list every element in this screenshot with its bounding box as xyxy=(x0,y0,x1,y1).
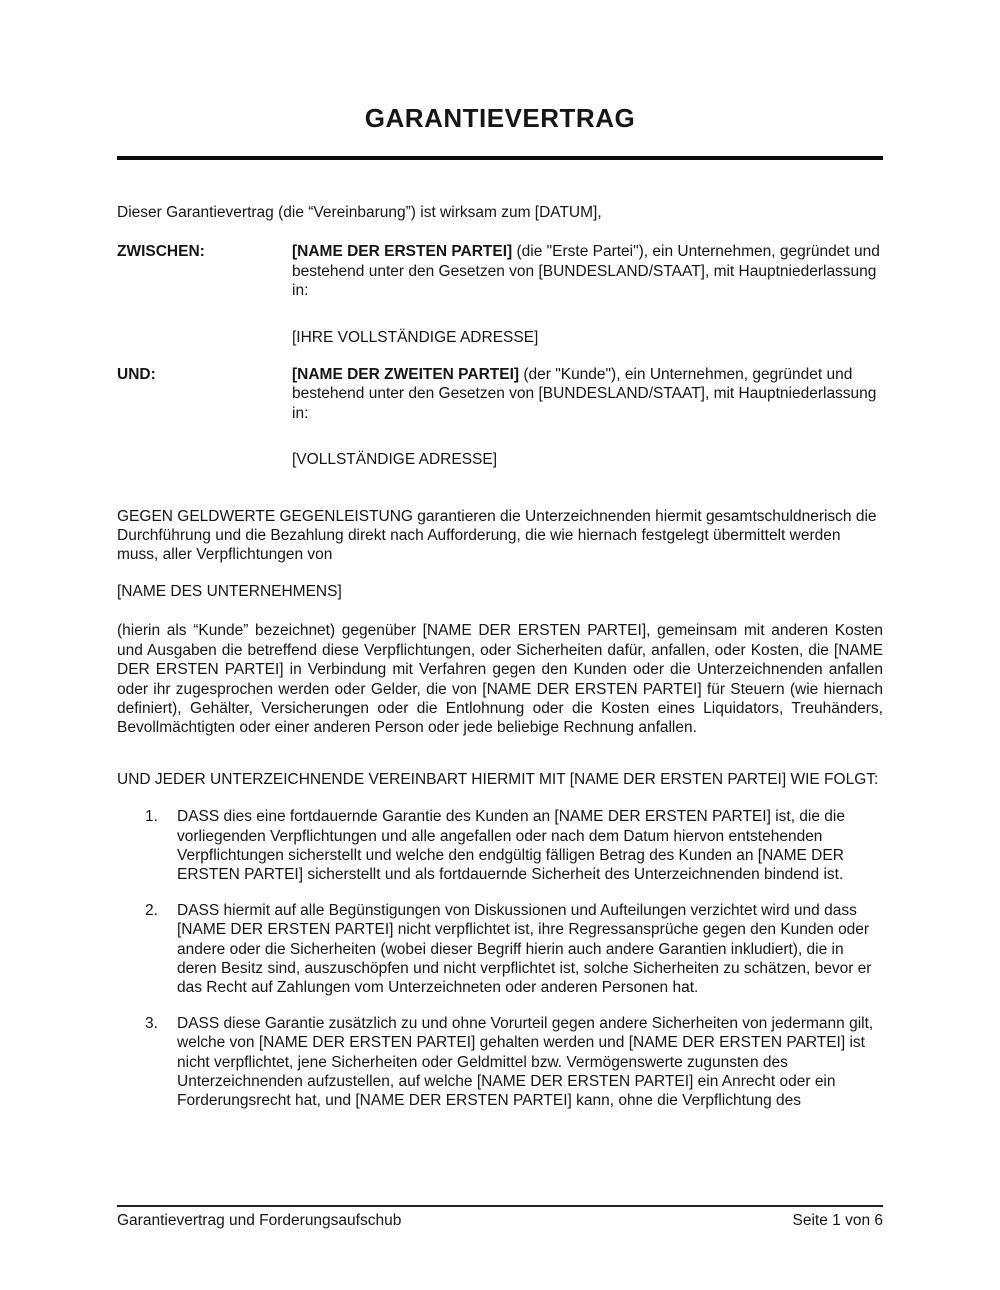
party-description-text-second: (der "Kunde"), ein Unternehmen, gegründet und bestehend unter den Gesetzen von [BUNDESLAND/STAAT], mit Hauptniederlassung in: xyxy=(292,366,877,422)
customer-clause-paragraph: (hierin als “Kunde” bezeichnet) gegenüber [NAME DER ERSTEN PARTEI], gemeinsam mit anderen Kosten und Ausgaben die betreffend diese Verpflichtungen, oder Sicherheiten dafür, anfallen, oder Kosten, die [NAME DER ERSTEN PARTEI] in Verbindung mit Verfahren gegen den Kunden oder die Unterzeichnenden anfallen oder ihr zugesprochen werden oder Gelder, die von [NAME DER ERSTEN PARTEI] für Steuern (wie hiernach definiert), Gehälter, Versicherungen oder die Entlohnung oder die Kosten eines Liquidators, Treuhänders, Bevollmächtigten oder einer anderen Person oder jede beliebige Rechnung anfallen. xyxy=(117,622,883,737)
party-content-second xyxy=(292,365,883,470)
clause-text-1: DASS dies eine fortdauernde Garantie des Kunden an [NAME DER ERSTEN PARTEI] ist, die die vorliegenden Verpflichtungen und alle angefallen oder nach dem Datum hiervon entstehenden Verpflichtungen sicherstellt und welche den endgültig fälligen Betrag des Kunden an [NAME DER ERSTEN PARTEI] sicherstellt und als fortdauernde Sicherheit des Unterzeichnenden bindend ist. xyxy=(177,808,845,884)
party-name-second: [NAME DER ZWEITEN PARTEI] xyxy=(292,366,520,384)
party-label-und: UND: xyxy=(117,366,156,384)
footer-page-number: Seite 1 von 6 xyxy=(792,1212,883,1229)
clause-text-3: DASS diese Garantie zusätzlich zu und ohne Vorurteil gegen andere Sicherheiten von jedermann gilt, welche von [NAME DER ERSTEN PARTEI] gehalten werden und [NAME DER ERSTEN PARTEI] ist nicht verpflichtet, jene Sicherheiten oder Geldmittel bzw. Vermögenswerte zugunsten des Unterzeichnenden aufzustellen, auf welche [NAME DER ERSTEN PARTEI] ein Anrecht oder ein Forderungsrecht hat, und [NAME DER ERSTEN PARTEI] kann, ohne die Verpflichtung des xyxy=(177,1014,874,1110)
clause-number-1: 1. xyxy=(145,808,158,826)
party-label-zwischen: ZWISCHEN: xyxy=(117,243,205,261)
party-address-first: [IHRE VOLLSTÄNDIGE ADRESSE] xyxy=(292,328,539,346)
title-rule xyxy=(117,156,883,160)
party-address-second: [VOLLSTÄNDIGE ADRESSE] xyxy=(292,451,498,469)
clause-number-2: 2. xyxy=(145,901,158,919)
parties-section xyxy=(117,242,883,469)
party-description-second xyxy=(292,365,883,423)
consideration-paragraph: GEGEN GELDWERTE GEGENLEISTUNG garantieren die Unterzeichnenden hiermit gesamtschuldnerisch die Durchführung und die Bezahlung direkt nach Aufforderung, die wie hiernach festgelegt übermittelt werden muss, aller Verpflichtungen von xyxy=(117,507,877,564)
clause-text-2: DASS hiermit auf alle Begünstigungen von Diskussionen und Aufteilungen verzichtet wird und dass [NAME DER ERSTEN PARTEI] nicht verpflichtet ist, ihre Regressansprüche gegen den Kunden oder andere oder die Sicherheiten (wobei dieser Begriff hierin auch andere Garantien inkludiert), die in deren Besitz sind, auszuschöpfen und nicht verpflichtet ist, solche Sicherheiten zu schätzen, bevor er das Recht auf Zahlungen vom Unterzeichneten oder anderen Personen hat. xyxy=(177,901,872,997)
page-title: GARANTIEVERTRAG xyxy=(364,103,636,133)
party-description-text-first: (die "Erste Partei"), ein Unternehmen, gegründet und bestehend unter den Gesetzen von [BUNDESLAND/STAAT], mit Hauptniederlassung in: xyxy=(292,243,880,300)
intro-paragraph: Dieser Garantievertrag (die “Vereinbarung”) ist wirksam zum [DATUM], xyxy=(117,204,602,221)
document-content xyxy=(0,102,1000,1111)
agreement-leadin-paragraph: UND JEDER UNTERZEICHNENDE VEREINBART HIERMIT MIT [NAME DER ERSTEN PARTEI] WIE FOLGT: xyxy=(117,770,879,788)
page-footer xyxy=(117,1205,883,1230)
party-content-first xyxy=(292,242,883,347)
party-row-second xyxy=(117,365,883,470)
footer-document-title: Garantievertrag und Forderungsaufschub xyxy=(117,1212,402,1229)
party-row-first xyxy=(117,242,883,347)
party-name-first: [NAME DER ERSTEN PARTEI] xyxy=(292,243,513,261)
company-name-line: [NAME DES UNTERNEHMENS] xyxy=(117,582,342,600)
party-description-first xyxy=(292,242,883,300)
clause-number-3: 3. xyxy=(145,1014,158,1032)
clause-item-1 xyxy=(117,807,883,885)
clause-item-3 xyxy=(117,1014,883,1111)
clause-list xyxy=(117,807,883,1111)
clause-item-2 xyxy=(117,901,883,998)
